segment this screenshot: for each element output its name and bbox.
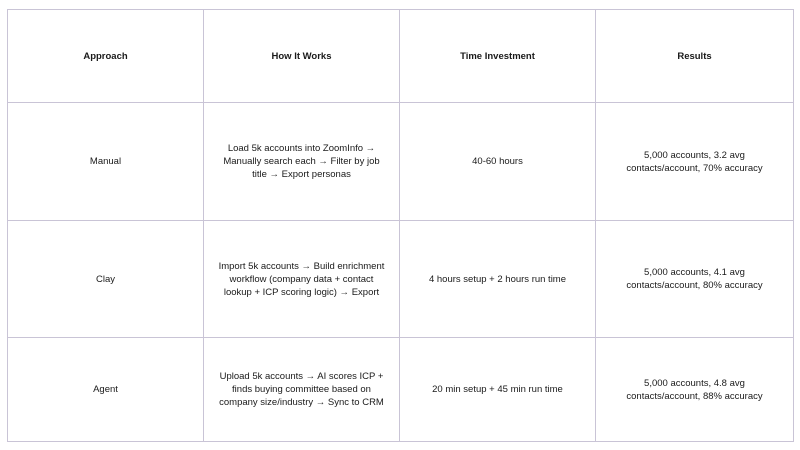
table-row [8,103,794,221]
cell-how-it-works: Load 5k accounts into ZoomInfo → Manually search each → Filter by job title → Export personas [204,103,400,221]
header-how-it-works: How It Works [204,10,400,103]
cell-results: 5,000 accounts, 4.8 avg contacts/account, 88% accuracy [596,338,794,442]
cell-results: 5,000 accounts, 4.1 avg contacts/account, 80% accuracy [596,221,794,338]
header-approach: Approach [8,10,204,103]
cell-time-investment: 20 min setup + 45 min run time [400,338,596,442]
cell-how-it-works: Upload 5k accounts → AI scores ICP + finds buying committee based on company size/industry → Sync to CRM [204,338,400,442]
header-time-investment: Time Investment [400,10,596,103]
cell-approach: Manual [8,103,204,221]
table-row [8,338,794,442]
table-header-row [8,10,794,103]
header-results: Results [596,10,794,103]
comparison-table [7,9,794,442]
cell-how-it-works: Import 5k accounts → Build enrichment workflow (company data + contact lookup + ICP scoring logic) → Export [204,221,400,338]
cell-time-investment: 4 hours setup + 2 hours run time [400,221,596,338]
cell-results: 5,000 accounts, 3.2 avg contacts/account, 70% accuracy [596,103,794,221]
cell-time-investment: 40-60 hours [400,103,596,221]
cell-approach: Clay [8,221,204,338]
cell-approach: Agent [8,338,204,442]
table-row [8,221,794,338]
